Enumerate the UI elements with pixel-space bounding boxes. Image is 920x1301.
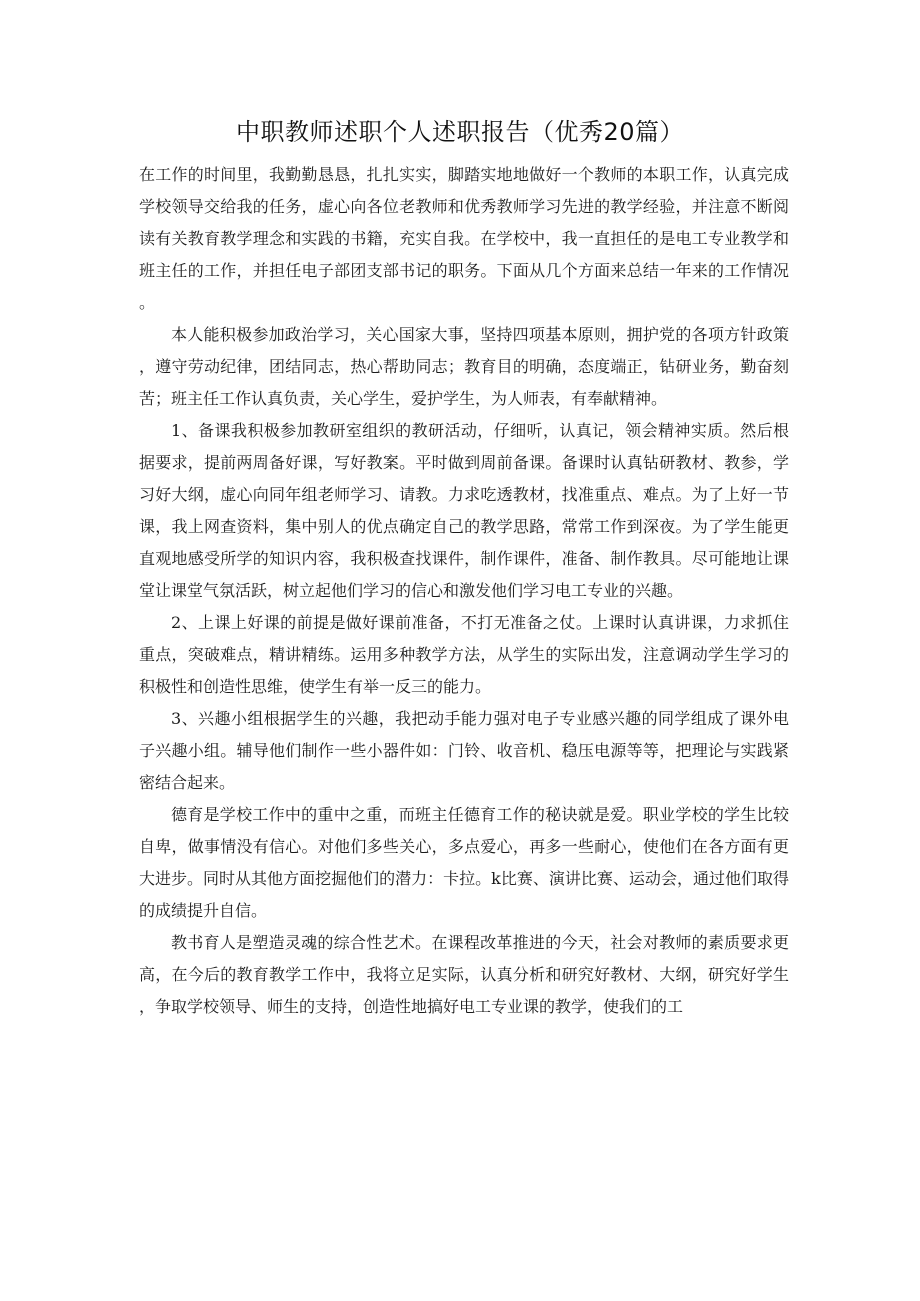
paragraph-interest-group: 3、兴趣小组根据学生的兴趣，我把动手能力强对电子专业感兴趣的同学组成了课外电子兴趣小组。辅导他们制作一些小器件如：门铃、收音机、稳压电源等等，把理论与实践紧密结合起来。 [139, 709, 789, 792]
paragraph-political-study: 本人能积极参加政治学习，关心国家大事，坚持四项基本原则，拥护党的各项方针政策，遵守劳动纪律，团结同志，热心帮助同志；教育目的明确，态度端正，钻研业务，勤奋刻苦；班主任工作认真负责，关心学生，爱护学生，为人师表，有奉献精神。 [139, 325, 789, 408]
paragraph-intro: 在工作的时间里，我勤勤恳恳，扎扎实实，脚踏实地地做好一个教师的本职工作，认真完成学校领导交给我的任务，虚心向各位老教师和优秀教师学习先进的教学经验，并注意不断阅读有关教育教学理念和实践的书籍，充实自我。在学校中，我一直担任的是电工专业教学和班主任的工作，并担任电子部团支部书记的职务。下面从几个方面来总结一年来的工作情况。 [139, 165, 789, 312]
paragraph-conclusion: 教书育人是塑造灵魂的综合性艺术。在课程改革推进的今天，社会对教师的素质要求更高，在今后的教育教学工作中，我将立足实际，认真分析和研究好教材、大纲，研究好学生，争取学校领导、师生的支持，创造性地搞好电工专业课的教学，使我们的工 [139, 933, 789, 1016]
document-body [139, 159, 789, 1023]
paragraph-lesson-prep: 1、备课我积极参加教研室组织的教研活动，仔细听，认真记，领会精神实质。然后根据要求，提前两周备好课，写好教案。平时做到周前备课。备课时认真钻研教材、教参，学习好大纲，虚心向同年组老师学习、请教。力求吃透教材，找准重点、难点。为了上好一节课，我上网查资料，集中别人的优点确定自己的教学思路，常常工作到深夜。为了学生能更直观地感受所学的知识内容，我积极查找课件，制作课件，准备、制作教具。尽可能地让课堂让课堂气氛活跃，树立起他们学习的信心和激发他们学习电工专业的兴趣。 [139, 421, 789, 600]
document-title: 中职教师述职个人述职报告（优秀20篇） [235, 118, 685, 146]
paragraph-teaching: 2、上课上好课的前提是做好课前准备，不打无准备之仗。上课时认真讲课，力求抓住重点，突破难点，精讲精练。运用多种教学方法，从学生的实际出发，注意调动学生学习的积极性和创造性思维，使学生有举一反三的能力。 [139, 613, 789, 696]
paragraph-moral-education: 德育是学校工作中的重中之重，而班主任德育工作的秘诀就是爱。职业学校的学生比较自卑，做事情没有信心。对他们多些关心，多点爱心，再多一些耐心，使他们在各方面有更大进步。同时从其他方面挖掘他们的潜力：卡拉。k比赛、演讲比赛、运动会，通过他们取得的成绩提升自信。 [139, 805, 789, 920]
